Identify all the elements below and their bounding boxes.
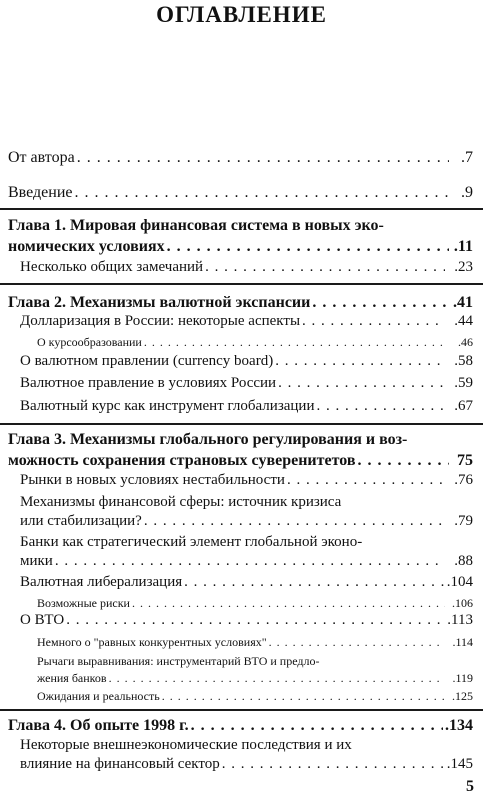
toc-entry-title: Введение bbox=[8, 184, 73, 201]
page-number: 5 bbox=[466, 778, 474, 795]
leader-dots bbox=[167, 236, 449, 257]
toc-page-number: .58 bbox=[454, 353, 473, 369]
toc-entry-title: Возможные риски bbox=[37, 596, 130, 610]
toc-page-number: 75 bbox=[457, 452, 473, 469]
leader-dots bbox=[162, 688, 445, 705]
toc-page-number: .79 bbox=[454, 513, 473, 529]
leader-dots bbox=[275, 352, 445, 371]
toc-entry-title-line1: Механизмы финансовой сферы: источник кризиса bbox=[20, 494, 342, 510]
toc-entry-currency-liberalization[interactable] bbox=[0, 573, 483, 592]
toc-page-number: .114 bbox=[452, 635, 473, 649]
divider bbox=[0, 709, 483, 711]
toc-entry-currency-board-russia[interactable] bbox=[0, 374, 483, 393]
leader-dots bbox=[77, 147, 449, 168]
toc-entry-leveling-levers[interactable] bbox=[0, 653, 483, 687]
toc-chapter-4[interactable] bbox=[0, 715, 483, 736]
toc-entry-title: О валютном правлении (currency board) bbox=[20, 353, 274, 369]
leader-dots bbox=[109, 670, 445, 687]
toc-entry-exchange-rate-globalization[interactable] bbox=[0, 397, 483, 416]
toc-entry-title-line1: Некоторые внешнеэкономические последствия и их bbox=[20, 737, 352, 753]
toc-entry-title-line1: Глава 3. Механизмы глобального регулирования и воз- bbox=[8, 431, 408, 448]
leader-dots bbox=[205, 258, 445, 277]
toc-entry-dollarization[interactable] bbox=[0, 312, 483, 331]
toc-entry-title-line2: можность сохранения страновых суверенитетов bbox=[8, 452, 356, 469]
leader-dots bbox=[132, 595, 445, 612]
toc-entry-title-line1: Рычаги выравнивания: инструментарий ВТО и предло- bbox=[37, 654, 320, 668]
toc-page-number: .145 bbox=[446, 756, 473, 772]
leader-dots bbox=[269, 634, 445, 651]
toc-entry-title: Глава 4. Об опыте 1998 г. bbox=[8, 717, 189, 734]
toc-entry-title: Ожидания и реальность bbox=[37, 689, 160, 703]
toc-entry-title-line2: влияние на финансовый сектор bbox=[20, 756, 220, 772]
toc-page-number: .104 bbox=[446, 574, 473, 590]
toc-entry-exchange-rate-formation[interactable] bbox=[0, 334, 483, 351]
toc-entry-title-line2: жения банков bbox=[37, 671, 107, 685]
toc-page-number: .76 bbox=[454, 472, 473, 488]
leader-dots bbox=[144, 512, 445, 531]
toc-entry-title-line2: номических условиях bbox=[8, 238, 165, 255]
toc-entry-title-line1: Глава 1. Мировая финансовая система в новых эко- bbox=[8, 217, 384, 234]
toc-chapter-3[interactable] bbox=[0, 429, 483, 471]
toc-page-number: .11 bbox=[453, 238, 473, 255]
toc-page-number: .23 bbox=[454, 259, 473, 275]
leader-dots bbox=[191, 715, 443, 736]
divider bbox=[0, 283, 483, 285]
page-title: ОГЛАВЛЕНИЕ bbox=[156, 2, 327, 27]
leader-dots bbox=[302, 312, 445, 331]
toc-entry-wto[interactable] bbox=[0, 611, 483, 630]
leader-dots bbox=[287, 471, 445, 490]
toc-entry-expectations-reality[interactable] bbox=[0, 688, 483, 705]
toc-page-number: .125 bbox=[452, 689, 473, 703]
toc-entry-equal-conditions[interactable] bbox=[0, 634, 483, 651]
toc-entry-financial-mechanisms[interactable] bbox=[0, 493, 483, 531]
leader-dots bbox=[278, 374, 445, 393]
toc-entry-title: Валютное правление в условиях России bbox=[20, 375, 277, 391]
toc-page-number: .44 bbox=[454, 313, 473, 329]
toc-entry-title: Валютная либерализация bbox=[20, 574, 183, 590]
toc-entry-title: Немного о "равных конкурентных условиях" bbox=[37, 635, 267, 649]
leader-dots bbox=[357, 450, 449, 471]
toc-page-number: .41 bbox=[453, 294, 473, 311]
leader-dots bbox=[66, 611, 445, 630]
toc-entry-title: О курсообразовании bbox=[37, 335, 142, 349]
leader-dots bbox=[312, 292, 449, 313]
toc-page-number: .7 bbox=[461, 149, 473, 166]
toc-page-number: .113 bbox=[447, 612, 473, 628]
divider bbox=[0, 423, 483, 425]
toc-entry-title: О ВТО bbox=[20, 612, 65, 628]
toc-chapter-1[interactable] bbox=[0, 215, 483, 257]
toc-page-number: .88 bbox=[454, 553, 473, 569]
toc-entry-general-remarks[interactable] bbox=[0, 258, 483, 277]
toc-page-number: .46 bbox=[458, 335, 473, 349]
toc-page-number: .119 bbox=[452, 671, 473, 685]
leader-dots bbox=[55, 552, 445, 571]
toc-entry-title-line2: мики bbox=[20, 553, 53, 569]
leader-dots bbox=[75, 182, 450, 203]
toc-entry-possible-risks[interactable] bbox=[0, 595, 483, 612]
leader-dots bbox=[184, 573, 445, 592]
toc-chapter-2[interactable] bbox=[0, 292, 483, 313]
toc-entry-title: От автора bbox=[8, 149, 75, 166]
toc-entry-title: Глава 2. Механизмы валютной экспансии bbox=[8, 294, 311, 311]
divider bbox=[0, 208, 483, 210]
toc-page-number: .67 bbox=[454, 398, 473, 414]
toc-entry-title: Рынки в новых условиях нестабильности bbox=[20, 472, 285, 488]
toc-page-number: .9 bbox=[461, 184, 473, 201]
toc-entry-title: Долларизация в России: некоторые аспекты bbox=[20, 313, 301, 329]
toc-entry-markets-instability[interactable] bbox=[0, 471, 483, 490]
toc-entry-introduction[interactable] bbox=[0, 182, 483, 203]
leader-dots bbox=[316, 397, 445, 416]
toc-entry-banks[interactable] bbox=[0, 533, 483, 571]
toc-page-number: .106 bbox=[452, 596, 473, 610]
toc-page-number: .134 bbox=[445, 717, 473, 734]
leader-dots bbox=[222, 755, 445, 774]
toc-entry-title-line1: Банки как стратегический элемент глобальной эконо- bbox=[20, 534, 363, 550]
toc-entry-currency-board[interactable] bbox=[0, 352, 483, 371]
toc-entry-preface[interactable] bbox=[0, 147, 483, 168]
leader-dots bbox=[144, 334, 445, 351]
toc-entry-title-line2: или стабилизации? bbox=[20, 513, 142, 529]
toc-entry-title: Валютный курс как инструмент глобализации bbox=[20, 398, 315, 414]
toc-entry-foreign-economic-consequences[interactable] bbox=[0, 736, 483, 774]
toc-entry-title: Несколько общих замечаний bbox=[20, 259, 204, 275]
toc-page-number: .59 bbox=[454, 375, 473, 391]
